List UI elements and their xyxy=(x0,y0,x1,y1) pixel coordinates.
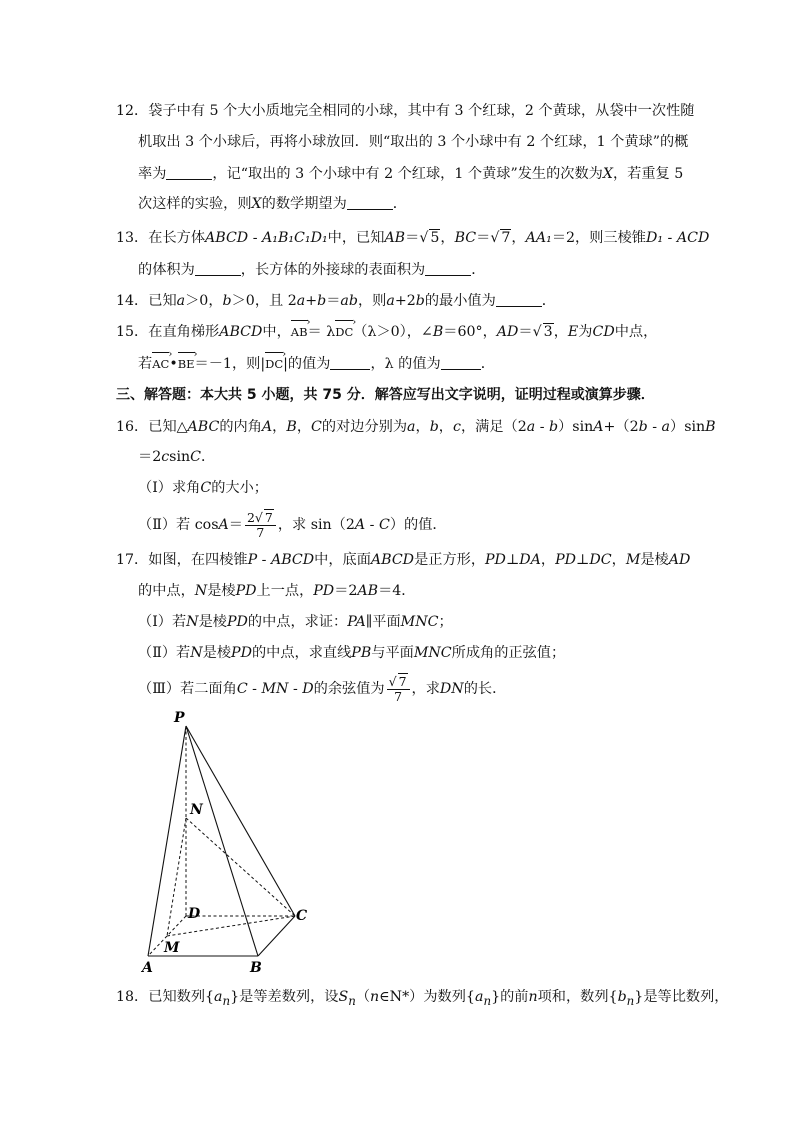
q15-line-2: 若AC ›•BE ›＝－1，则|DC ›|的值为 ，λ 的值为 ． xyxy=(138,354,495,374)
q12-line-2: 机取出 3 个小球后，再将小球放回．则“取出的 3 个小球中有 2 个红球，1 个黄球”的概 xyxy=(138,134,689,150)
answer-blank xyxy=(330,355,370,370)
q18-line-1: 18．已知数列$\{a_n\}$是等差数列，设$S_n(n\in N*)$为数列$\{a_n\}$的前n项和，数列$\{b_n\}$是等比数列， xyxy=(116,989,729,1008)
label-m: M xyxy=(164,940,180,956)
vector-ac: AC › xyxy=(152,354,169,374)
q16-line-1: 16．已知△ABC的内角A，B，C的对边分别为a，b，c，满足（2a - b）sinA+（2b - a）sinB xyxy=(116,419,716,435)
q16-part-2: （Ⅱ）若 cosA＝ $\frac{2√ 7}{7}$ ，求 sin（2A - C）的值． xyxy=(138,509,447,540)
label-p: P xyxy=(174,710,185,726)
q17-part-2: （Ⅱ）若N是棱PD的中点，求直线PB与平面MNC所成角的正弦值； xyxy=(138,645,566,661)
pyramid-figure xyxy=(138,708,328,978)
q16-part-1: （Ⅰ）求角C的大小； xyxy=(138,480,268,496)
answer-blank xyxy=(195,261,241,276)
vector-ab: AB › xyxy=(291,322,308,342)
label-b: B xyxy=(250,960,262,976)
sqrt-3: √ 3 xyxy=(532,324,553,340)
q14-line: 14．已知a＞0，b＞0，且 2a+b＝ab，则a+2b的最小值为 ． xyxy=(116,293,556,309)
q12-line-4: 次这样的实验，则X的数学期望为 ． xyxy=(138,196,407,212)
label-c: C xyxy=(296,908,308,924)
q12-line-1: 12．袋子中有 5 个大小质地完全相同的小球，其中有 3 个红球，2 个黄球，从袋中一次性随 xyxy=(116,103,695,119)
sqrt-5: √ 5 xyxy=(419,230,440,246)
sqrt-7: √ 7 xyxy=(490,230,511,246)
answer-blank xyxy=(347,195,393,210)
label-d: D xyxy=(188,906,201,922)
answer-blank xyxy=(166,165,212,180)
q17-line-2: 的中点，N是棱PD上一点，PD＝2AB＝4． xyxy=(138,583,416,599)
segment-nm xyxy=(167,818,186,936)
vector-dc: DC › xyxy=(265,354,283,374)
edge-pc xyxy=(186,726,295,916)
q12-line-3: 率为 ，记“取出的 3 个小球中有 2 个红球，1 个黄球”发生的次数为X，若重复 5 xyxy=(138,166,684,182)
answer-blank xyxy=(425,261,471,276)
segment-mc xyxy=(167,916,295,936)
q13-line-1: 13．在长方体ABCD - A₁B₁C₁D₁中，已知AB＝√ 5，BC＝√ 7，AA₁＝2，则三棱锥D₁ - ACD xyxy=(116,230,710,246)
fraction: $\frac{√ 7}{7}$ xyxy=(387,675,410,704)
q16-line-2: ＝2csinC． xyxy=(138,449,216,465)
q15-line-1: 15．在直角梯形ABCD中，AB ›＝ λDC ›（λ＞0），∠B＝60°，AD＝√ 3，E为CD中点， xyxy=(116,322,657,342)
answer-blank xyxy=(496,292,542,307)
label-a: A xyxy=(142,960,153,976)
edge-bc xyxy=(258,916,295,956)
q17-part-3: （Ⅲ）若二面角C - MN - D的余弦值为 $\frac{√ 7}{7}$ ，求DN的长． xyxy=(138,673,507,704)
q13-line-2: 的体积为 ，长方体的外接球的表面积为 ． xyxy=(138,262,486,278)
fraction: $\frac{2√ 7}{7}$ xyxy=(245,511,276,540)
q17-line-1: 17．如图，在四棱锥P - ABCD中，底面ABCD是正方形，PD⊥DA，PD⊥DC，M是棱AD xyxy=(116,552,691,568)
vector-be: BE › xyxy=(178,354,195,374)
vector-dc: DC › xyxy=(335,322,353,342)
section-title: 三、解答题：本大共 5 小题，共 75 分．解答应写出文字说明，证明过程或演算步骤． xyxy=(116,387,655,403)
q17-part-1: （Ⅰ）若N是棱PD的中点，求证：PA∥平面MNC； xyxy=(138,614,453,630)
answer-blank xyxy=(441,355,481,370)
label-n: N xyxy=(190,802,203,818)
